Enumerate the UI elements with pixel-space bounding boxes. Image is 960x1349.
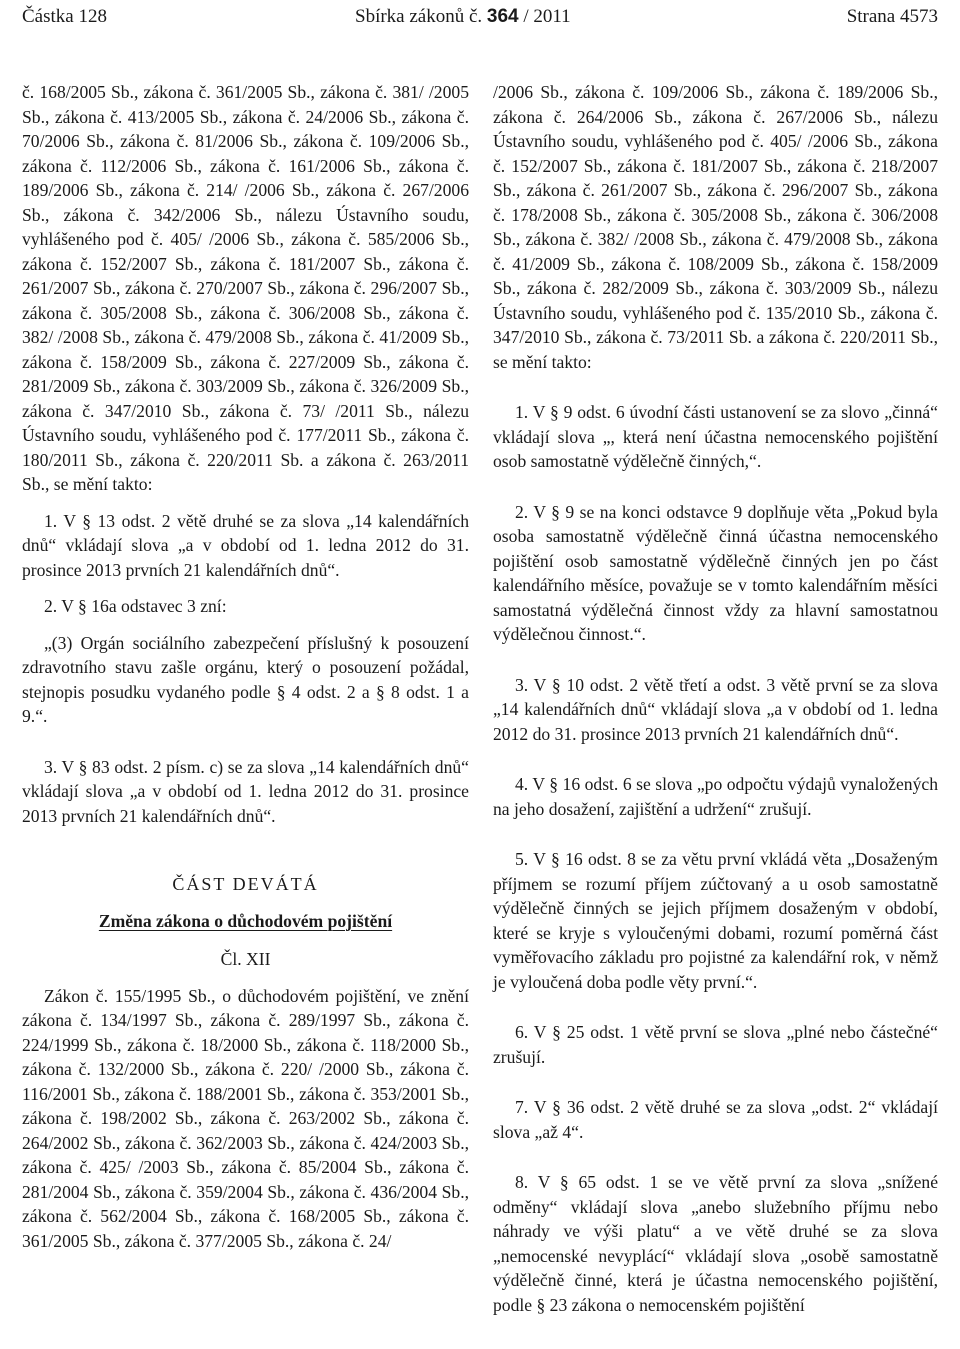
amendment-item-2: 2. V § 9 se na konci odstavce 9 doplňuje věta „Pokud byla osoba samostatně výdělečně činná účastna nemocenského pojištění osob samostatně výdělečně činných jen po část kalendářního měsíce, považuje se v tomto kalendářním měsíci samostatná výdělečná činnost vždy za hlavní samostatnou výdělečnou činnost.“.: [493, 501, 938, 644]
collection-number: 364: [486, 6, 519, 27]
amendment-item-2-quote: „(3) Orgán sociálního zabezpečení příslušný k posouzení zdravotního stavu zašle orgánu, který o posouzení požádal, stejnopis posudku vydaného podle § 4 odst. 2 a § 8 odst. 1 a 9.“.: [22, 632, 469, 726]
collection-label: [355, 6, 571, 28]
part-heading: ČÁST DEVÁTÁ: [172, 874, 319, 894]
left-column: [22, 80, 469, 1253]
right-column: [493, 80, 938, 1317]
page-header: [0, 0, 960, 40]
amendment-item-8: 8. V § 65 odst. 1 se ve větě první za slova „snížené odměny“ vkládají slova „anebo služebního příjmu nebo náhrady ve výši platu“ a ve větě druhé se za slova „nemocenské nevyplácí“ vkládají slova „osobě samostatně výdělečně činné, která je účastna nemocenského pojištění, podle § 23 zákona o nemocenském pojištění: [493, 1172, 938, 1315]
page-number: Strana 4573: [846, 6, 938, 27]
issue-label: Částka 128: [22, 6, 107, 27]
collection-prefix: Sbírka zákonů č.: [355, 6, 483, 27]
amendment-item-3: 3. V § 10 odst. 2 větě třetí a odst. 3 větě první se za slova „14 kalendářních dnů“ vkládají slova „a v období od 1. ledna 2012 do 31. prosince 2013 prvních 21 kalendářních dnů“.: [493, 674, 938, 744]
amendment-list-paragraph: č. 168/2005 Sb., zákona č. 361/2005 Sb., zákona č. 381/ /2005 Sb., zákona č. 413/2005 Sb., zákona č. 24/2006 Sb., zákona č. 70/2006 Sb., zákona č. 81/2006 Sb., zákona č. 109/2006 Sb., zákona č. 112/2006 Sb., zákona č. 161/2006 Sb., zákona č. 189/2006 Sb., zákona č. 214/ /2006 Sb., zákona č. 267/2006 Sb., zákona č. 342/2006 Sb., nálezu Ústavního soudu, vyhlášeného pod č. 405/ /2006 Sb., zákona č. 585/2006 Sb., zákona č. 152/2007 Sb., zákona č. 181/2007 Sb., zákona č. 261/2007 Sb., zákona č. 270/2007 Sb., zákona č. 296/2007 Sb., zákona č. 305/2008 Sb., zákona č. 306/2008 Sb., zákona č. 382/ /2008 Sb., zákona č. 479/2008 Sb., zákona č. 41/2009 Sb., zákona č. 158/2009 Sb., zákona č. 227/2009 Sb., zákona č. 281/2009 Sb., zákona č. 303/2009 Sb., zákona č. 326/2009 Sb., zákona č. 347/2010 Sb., zákona č. 73/ /2011 Sb., nálezu Ústavního soudu, vyhlášeného pod č. 177/2011 Sb., zákona č. 180/2011 Sb., zákona č. 220/2011 Sb. a zákona č. 263/2011 Sb., se mění takto:: [22, 82, 469, 494]
amendment-item-3: 3. V § 83 odst. 2 písm. c) se za slova „14 kalendářních dnů“ vkládají slova „a v období od 1. ledna 2012 do 31. prosince 2013 prvních 21 kalendářních dnů“.: [22, 756, 469, 826]
amendment-item-6: 6. V § 25 odst. 1 větě první se slova „plné nebo částečné“ zrušují.: [493, 1022, 938, 1067]
amendment-list-continuation: /2006 Sb., zákona č. 109/2006 Sb., zákona č. 189/2006 Sb., zákona č. 264/2006 Sb., zákona č. 267/2006 Sb., nálezu Ústavního soudu, vyhlášeného pod č. 405/ /2006 Sb., zákona č. 152/2007 Sb., zákona č. 181/2007 Sb., zákona č. 218/2007 Sb., zákona č. 261/2007 Sb., zákona č. 296/2007 Sb., zákona č. 178/2008 Sb., zákona č. 305/2008 Sb., zákona č. 306/2008 Sb., zákona č. 382/ /2008 Sb., zákona č. 479/2008 Sb., zákona č. 41/2009 Sb., zákona č. 108/2009 Sb., zákona č. 158/2009 Sb., zákona č. 282/2009 Sb., zákona č. 303/2009 Sb., nálezu Ústavního soudu, vyhlášeného pod č. 135/2010 Sb., zákona č. 347/2010 Sb., zákona č. 73/2011 Sb. a zákona č. 220/2011 Sb., se mění takto:: [493, 82, 938, 372]
amendment-item-4: 4. V § 16 odst. 6 se slova „po odpočtu výdajů vynaložených na jeho dosažení, zajištění a udržení“ zrušují.: [493, 774, 938, 819]
pension-act-paragraph: Zákon č. 155/1995 Sb., o důchodovém pojištění, ve znění zákona č. 134/1997 Sb., zákona č. 289/1997 Sb., zákona č. 224/1999 Sb., zákona č. 18/2000 Sb., zákona č. 118/2000 Sb., zákona č. 132/2000 Sb., zákona č. 220/ /2000 Sb., zákona č. 116/2001 Sb., zákona č. 188/2001 Sb., zákona č. 353/2001 Sb., zákona č. 198/2002 Sb., zákona č. 263/2002 Sb., zákona č. 264/2002 Sb., zákona č. 362/2003 Sb., zákona č. 424/2003 Sb., zákona č. 425/ /2003 Sb., zákona č. 85/2004 Sb., zákona č. 281/2004 Sb., zákona č. 359/2004 Sb., zákona č. 436/2004 Sb., zákona č. 562/2004 Sb., zákona č. 168/2005 Sb., zákona č. 361/2005 Sb., zákona č. 377/2005 Sb., zákona č. 24/: [22, 985, 469, 1251]
collection-year: / 2011: [523, 6, 571, 27]
article-heading: Čl. XII: [220, 949, 271, 969]
part-title: Změna zákona o důchodovém pojištění: [98, 910, 393, 931]
amendment-item-1: 1. V § 9 odst. 6 úvodní části ustanovení se za slovo „činná“ vkládají slova „, která není účastna nemocenského pojištění osob samostatně výdělečně činných,“.: [493, 402, 938, 471]
amendment-item-2: 2. V § 16a odstavec 3 zní:: [44, 596, 227, 616]
amendment-item-1: 1. V § 13 odst. 2 větě druhé se za slova „14 kalendářních dnů“ vkládají slova „a v období od 1. ledna 2012 do 31. prosince 2013 prvních 21 kalendářních dnů“.: [22, 510, 469, 580]
amendment-item-5: 5. V § 16 odst. 8 se za větu první vkládá věta „Dosaženým příjmem se rozumí příjem zúčtovaný a u osob samostatně výdělečně činných se jejich příjmem dosaženým v období, které se kryje s vyloučenými dobami, rozumí poměrná část vyměřovacího základu pro pojistné za kalendářní rok, v němž je vyloučená doba podle věty první.“.: [493, 849, 938, 992]
amendment-item-7: 7. V § 36 odst. 2 větě druhé se za slova „odst. 2“ vkládají slova „až 4“.: [493, 1097, 938, 1142]
